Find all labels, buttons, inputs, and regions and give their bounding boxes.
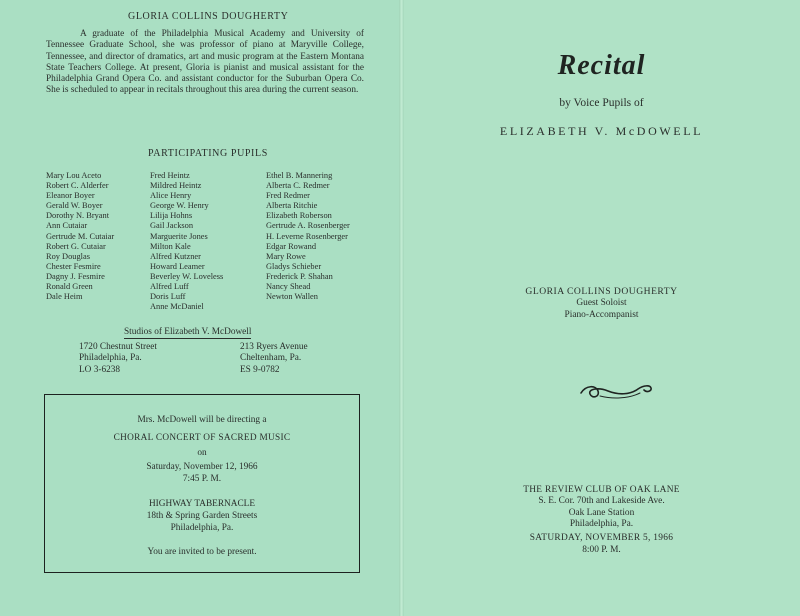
concert-announcement-box	[44, 394, 360, 573]
pupil-name: Roy Douglas	[46, 251, 90, 261]
pupil-name: Anne McDaniel	[150, 302, 204, 312]
concert-address: 18th & Spring Garden Streets	[146, 511, 258, 521]
flourish-ornament-icon	[578, 379, 654, 405]
pupil-name: Dagny J. Fesmire	[46, 271, 105, 281]
soloist-name: GLORIA COLLINS DOUGHERTY	[525, 286, 678, 297]
pupil-name: Robert C. Alderfer	[46, 181, 109, 191]
pupil-name: Newton Wallen	[266, 292, 318, 302]
pupil-name: Dorothy N. Bryant	[46, 211, 110, 221]
studio-1-city: Philadelphia, Pa.	[79, 353, 142, 364]
pupil-name: Alfred Kutzner	[150, 251, 201, 261]
venue-block	[403, 485, 800, 530]
pupil-name: Ann Cutaiar	[46, 221, 88, 231]
pupil-name: Nancy Shead	[266, 282, 311, 292]
venue-line-3: Oak Lane Station	[568, 507, 635, 518]
recital-subtitle: by Voice Pupils of	[559, 97, 644, 109]
pupil-name: Mary Lou Aceto	[46, 171, 102, 180]
venue-line-4: Philadelphia, Pa.	[569, 518, 634, 529]
pupil-name: Dale Heim	[46, 292, 83, 302]
pupil-name: Mary Rowe	[266, 251, 306, 261]
pupil-name: Ronald Green	[46, 282, 93, 292]
pupil-name: Doris Luff	[150, 292, 186, 302]
concert-invite: You are invited to be present.	[147, 547, 257, 557]
pupil-name: Elizabeth Roberson	[266, 211, 332, 221]
studio-1-phone: LO 3-6238	[79, 364, 121, 375]
venue-line-1: THE REVIEW CLUB OF OAK LANE	[523, 485, 680, 495]
pupil-name: Lilija Hohns	[150, 211, 193, 221]
concert-date: Saturday, November 12, 1966	[146, 462, 258, 472]
pupil-name: Gladys Schieber	[266, 261, 322, 271]
concert-intro: Mrs. McDowell will be directing a	[137, 415, 267, 425]
pupil-name: Chester Fesmire	[46, 261, 101, 271]
concert-on: on	[197, 448, 207, 458]
recital-title: Recital	[557, 50, 646, 81]
pupil-name: H. Leverne Rosenberger	[266, 231, 348, 241]
pupil-name: Marguerite Jones	[150, 231, 208, 241]
teacher-name: ELIZABETH V. McDOWELL	[499, 124, 704, 138]
pupil-name: Gerald W. Boyer	[46, 201, 103, 211]
concert-time: 7:45 P. M.	[182, 474, 222, 484]
pupils-column-2	[150, 171, 223, 312]
pupil-name: Robert G. Cutaiar	[46, 241, 106, 251]
pupil-name: Howard Leamer	[150, 261, 205, 271]
pupil-name: Mildred Heintz	[150, 181, 202, 191]
pupil-name: Beverley W. Loveless	[150, 271, 224, 281]
soloist-role-2: Piano-Accompanist	[564, 310, 639, 320]
studio-2-city: Cheltenham, Pa.	[240, 353, 302, 364]
recital-date: SATURDAY, NOVEMBER 5, 1966	[529, 533, 674, 543]
pupil-name: Frederick P. Shahan	[266, 271, 333, 281]
pupil-name: Milton Kale	[150, 241, 191, 251]
pupil-name: Alberta C. Redmer	[266, 181, 330, 191]
pupil-name: Edgar Rowand	[266, 241, 317, 251]
pupils-column-1	[46, 171, 114, 302]
pupils-heading: PARTICIPATING PUPILS	[148, 148, 268, 159]
pupil-name: Gail Jackson	[150, 221, 194, 231]
pupils-column-3	[266, 171, 350, 302]
concert-venue: HIGHWAY TABERNACLE	[148, 499, 256, 509]
pupil-name: Ethel B. Mannering	[266, 171, 333, 180]
studio-2-phone: ES 9-0782	[240, 364, 280, 375]
pupil-name: Alberta Ritchie	[266, 201, 318, 211]
studio-2-address	[240, 342, 308, 376]
studio-2-street: 213 Ryers Avenue	[240, 342, 308, 352]
studio-1-street: 1720 Chestnut Street	[79, 342, 157, 352]
pupil-name: Alice Henry	[150, 191, 192, 201]
pupil-name: Alfred Luff	[150, 282, 189, 292]
pupil-name: Eleanor Boyer	[46, 191, 95, 201]
pupil-name: George W. Henry	[150, 201, 209, 211]
pupil-name: Fred Redmer	[266, 191, 310, 201]
bio-paragraph: A graduate of the Philadelphia Musical Academy and University of Tennessee Graduate School, she was professor of piano at Maryville College, Tennessee, and director of dramatics, art and music program at the Eastern Montana State Teachers College. At present, Gloria is pianist and musical assistant for the Philadelphia Grand Opera Co. and assistant conductor for the Suburban Opera Co. She is scheduled to appear in recitals throughout this area during the current season.	[46, 29, 364, 96]
concert-city: Philadelphia, Pa.	[170, 523, 234, 533]
pupil-name: Gertrude M. Cutaiar	[46, 231, 115, 241]
studio-1-address	[79, 342, 157, 376]
pupil-name: Gertrude A. Rosenberger	[266, 221, 350, 231]
concert-event: CHORAL CONCERT OF SACRED MUSIC	[113, 433, 291, 443]
pupil-name: Fred Heintz	[150, 171, 190, 180]
soloist-role-1: Guest Soloist	[576, 298, 627, 308]
bio-heading: GLORIA COLLINS DOUGHERTY	[128, 11, 289, 22]
recital-time: 8:00 P. M.	[582, 545, 621, 555]
venue-line-2: S. E. Cor. 70th and Lakeside Ave.	[538, 496, 665, 507]
studios-heading: Studios of Elizabeth V. McDowell	[124, 327, 252, 337]
